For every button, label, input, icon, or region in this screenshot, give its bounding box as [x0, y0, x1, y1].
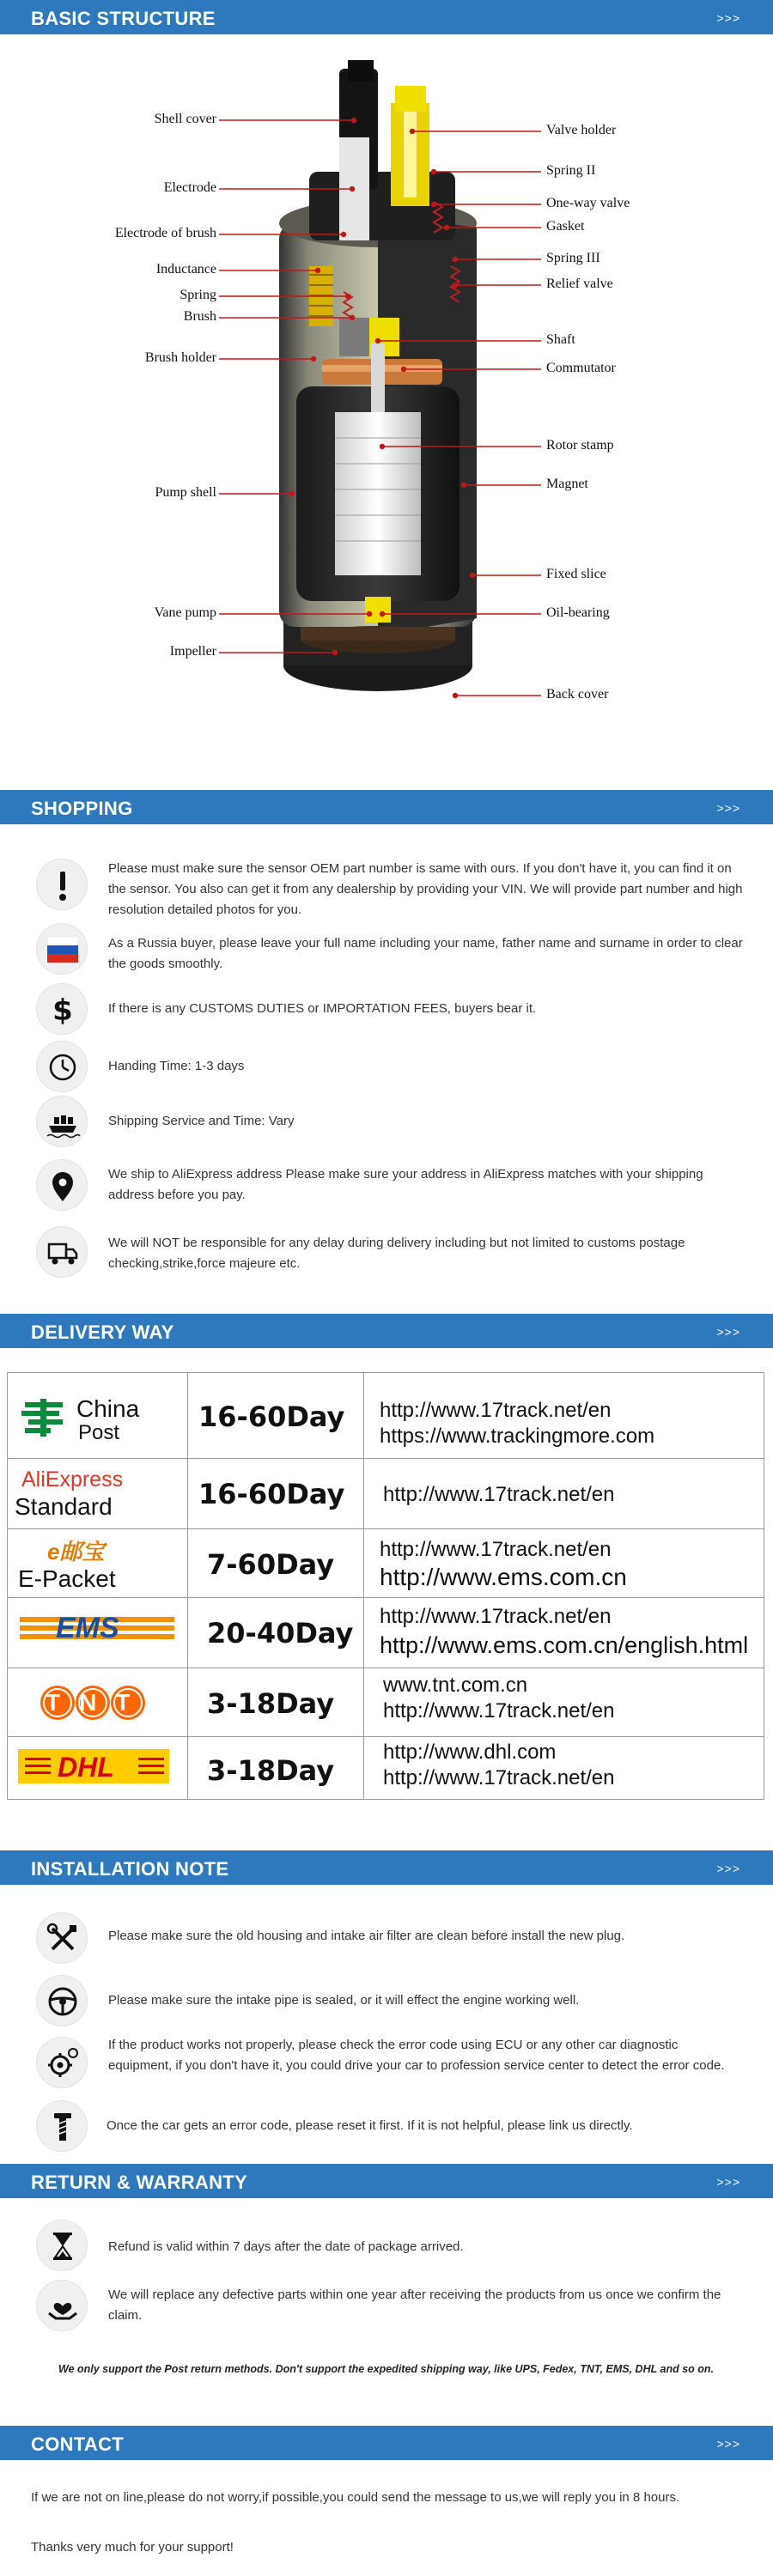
- tools-icon: [36, 1912, 88, 1964]
- fuel-pump-diagram: [0, 34, 773, 738]
- label-valve-holder: Valve holder: [546, 123, 617, 137]
- days-cell: [188, 1459, 364, 1529]
- label-magnet: Magnet: [546, 477, 588, 491]
- section-header-return-warranty: [0, 2164, 773, 2198]
- location-pin-icon: [36, 1159, 88, 1211]
- shopping-item-text: As a Russia buyer, please leave your full name including your name, father name and surname in order to clear the goods smoothly.: [108, 936, 743, 971]
- ship-icon: [36, 1096, 88, 1147]
- tracking-link[interactable]: http://www.ems.com.cn/english.html: [380, 1632, 749, 1658]
- label-electrode-of-brush: Electrode of brush: [114, 226, 216, 240]
- days-cell: [188, 1373, 364, 1459]
- label-shaft: Shaft: [546, 332, 575, 347]
- more-arrows[interactable]: >>>: [716, 2437, 740, 2451]
- label-vane-pump: Vane pump: [154, 605, 216, 620]
- exclamation-icon: [36, 859, 88, 910]
- url-cell: [364, 1373, 764, 1459]
- carrier-cell-ems: [8, 1598, 188, 1668]
- carrier-cell-epacket: [8, 1529, 188, 1598]
- url-cell: [364, 1737, 764, 1799]
- section-title: BASIC STRUCTURE: [31, 8, 216, 29]
- label-brush-holder: Brush holder: [144, 350, 216, 365]
- tracking-link[interactable]: http://www.17track.net/en: [380, 1399, 612, 1422]
- more-arrows[interactable]: >>>: [716, 801, 740, 815]
- section-title: CONTACT: [31, 2433, 125, 2455]
- label-one-way-valve: One-way valve: [546, 196, 630, 210]
- installation-item-text: Please make sure the intake pipe is sealed, or it will effect the engine working well.: [108, 1993, 580, 2008]
- label-gasket: Gasket: [546, 219, 585, 234]
- label-spring-iii: Spring III: [546, 251, 600, 265]
- label-rotor-stamp: Rotor stamp: [546, 438, 614, 453]
- shopping-item-text: Handing Time: 1-3 days: [108, 1059, 245, 1073]
- china-post-logo-icon: [20, 1397, 68, 1438]
- ems-logo-text: EMS: [56, 1612, 119, 1644]
- carrier-name-line2: Post: [78, 1421, 120, 1444]
- return-item-text: Refund is valid within 7 days after the date of package arrived.: [108, 2239, 464, 2254]
- label-commutator: Commutator: [546, 361, 616, 375]
- epacket-logo-text: e邮宝: [47, 1539, 105, 1564]
- carrier-name-line2: E-Packet: [18, 1565, 116, 1592]
- label-pump-shell: Pump shell: [155, 485, 216, 500]
- clock-icon: [36, 1041, 88, 1092]
- label-relief-valve: Relief valve: [546, 276, 613, 291]
- tracking-link[interactable]: http://www.dhl.com: [383, 1741, 557, 1764]
- more-arrows[interactable]: >>>: [716, 2175, 740, 2189]
- carrier-cell-china-post: [8, 1373, 188, 1459]
- section-header-delivery-way: [0, 1314, 773, 1348]
- hourglass-icon: [36, 2220, 88, 2271]
- days-cell: [188, 1668, 364, 1737]
- label-fixed-slice: Fixed slice: [546, 567, 606, 581]
- screw-icon: [36, 2100, 88, 2152]
- delivery-days: 7-60Day: [207, 1548, 335, 1581]
- url-cell: [364, 1668, 764, 1737]
- section-header-basic-structure: [0, 0, 773, 34]
- label-spring: Spring: [180, 288, 216, 302]
- shopping-item-text: We ship to AliExpress address Please make sure your address in AliExpress matches with your shipping address before you pay.: [108, 1167, 703, 1202]
- russia-flag-icon: [36, 923, 88, 975]
- label-electrode: Electrode: [163, 180, 216, 195]
- url-cell: [364, 1529, 764, 1598]
- dhl-logo-text: DHL: [58, 1752, 114, 1783]
- section-title: DELIVERY WAY: [31, 1321, 174, 1343]
- tracking-link[interactable]: http://www.17track.net/en: [383, 1699, 615, 1722]
- tracking-link[interactable]: http://www.ems.com.cn: [380, 1564, 627, 1590]
- return-item-text: We will replace any defective parts within one year after receiving the products from us once we confirm the claim.: [108, 2287, 721, 2323]
- contact-message: If we are not on line,please do not worry,if possible,you could send the message to us,we will reply you in 8 hours.: [31, 2490, 680, 2505]
- truck-icon: [36, 1226, 88, 1278]
- carrier-cell-tnt: [8, 1668, 188, 1737]
- dollar-icon: [36, 983, 88, 1035]
- shopping-item-text: Shipping Service and Time: Vary: [108, 1114, 295, 1128]
- section-title: RETURN & WARRANTY: [31, 2172, 247, 2193]
- installation-item-text: Once the car gets an error code, please reset it first. If it is not helpful, please link us directly.: [107, 2118, 633, 2133]
- url-cell: [364, 1459, 764, 1529]
- shopping-item-text: Please must make sure the sensor OEM part number is same with ours. If you don't have it, you can find it on the sensor. You also can get it from any dealership by providing your VIN. We will provide part number and high resolution detailed photos for you.: [108, 861, 743, 917]
- days-cell: [188, 1737, 364, 1799]
- label-shell-cover: Shell cover: [154, 112, 216, 126]
- section-title: INSTALLATION NOTE: [31, 1858, 229, 1880]
- more-arrows[interactable]: >>>: [716, 1862, 740, 1875]
- return-policy-note: We only support the Post return methods. Don't support the expedited shipping way, like UPS, Fedex, TNT, EMS, DHL and so on.: [58, 2363, 714, 2375]
- tracking-link[interactable]: http://www.17track.net/en: [383, 1483, 615, 1506]
- carrier-cell-aliexpress: [8, 1459, 188, 1529]
- tracking-link[interactable]: http://www.17track.net/en: [383, 1766, 615, 1789]
- installation-item-text: Please make sure the old housing and intake air filter are clean before install the new plug.: [108, 1929, 625, 1943]
- tracking-link[interactable]: www.tnt.com.cn: [383, 1674, 528, 1697]
- tracking-link[interactable]: http://www.17track.net/en: [380, 1605, 612, 1628]
- heart-hand-icon: [36, 2280, 88, 2331]
- days-cell: [188, 1529, 364, 1598]
- carrier-name: China: [76, 1395, 140, 1422]
- contact-thanks: Thanks very much for your support!: [31, 2540, 234, 2555]
- shopping-item-text: If there is any CUSTOMS DUTIES or IMPORTATION FEES, buyers bear it.: [108, 1001, 537, 1016]
- tracking-link[interactable]: https://www.trackingmore.com: [380, 1425, 655, 1448]
- section-title: SHOPPING: [31, 798, 133, 819]
- delivery-days: 3-18Day: [207, 1754, 335, 1787]
- label-brush: Brush: [183, 309, 216, 324]
- section-header-shopping: [0, 790, 773, 824]
- delivery-days: 16-60Day: [198, 1400, 345, 1433]
- gear-icon: [36, 2037, 88, 2088]
- delivery-table: [7, 1372, 764, 1800]
- more-arrows[interactable]: >>>: [716, 11, 740, 25]
- days-cell: [188, 1598, 364, 1668]
- more-arrows[interactable]: >>>: [716, 1325, 740, 1339]
- tnt-logo-text: TNT: [46, 1689, 149, 1716]
- shopping-item-text: We will NOT be responsible for any delay during delivery including but not limited to customs postage checking,strike,force majeure etc.: [108, 1236, 685, 1271]
- delivery-days: 16-60Day: [198, 1478, 345, 1510]
- label-oil-bearing: Oil-bearing: [546, 605, 610, 620]
- svg-text:$: $: [52, 993, 73, 1028]
- delivery-days: 20-40Day: [207, 1617, 354, 1649]
- section-header-installation-note: [0, 1850, 773, 1885]
- url-cell: [364, 1598, 764, 1668]
- delivery-days: 3-18Day: [207, 1687, 335, 1720]
- label-inductance: Inductance: [155, 262, 216, 276]
- aliexpress-logo-text: AliExpress: [21, 1467, 124, 1492]
- label-back-cover: Back cover: [546, 687, 609, 702]
- tracking-link[interactable]: http://www.17track.net/en: [380, 1538, 612, 1561]
- steering-wheel-icon: [36, 1975, 88, 2026]
- label-impeller: Impeller: [169, 644, 216, 659]
- carrier-cell-dhl: [8, 1737, 188, 1799]
- section-header-contact: [0, 2426, 773, 2460]
- carrier-name-line2: Standard: [15, 1493, 113, 1520]
- installation-item-text: If the product works not properly, please check the error code using ECU or any other car diagnostic equipment, if you don't have it, you could drive your car to profession service center to detect the error code.: [108, 2038, 725, 2073]
- label-spring-ii: Spring II: [546, 163, 596, 178]
